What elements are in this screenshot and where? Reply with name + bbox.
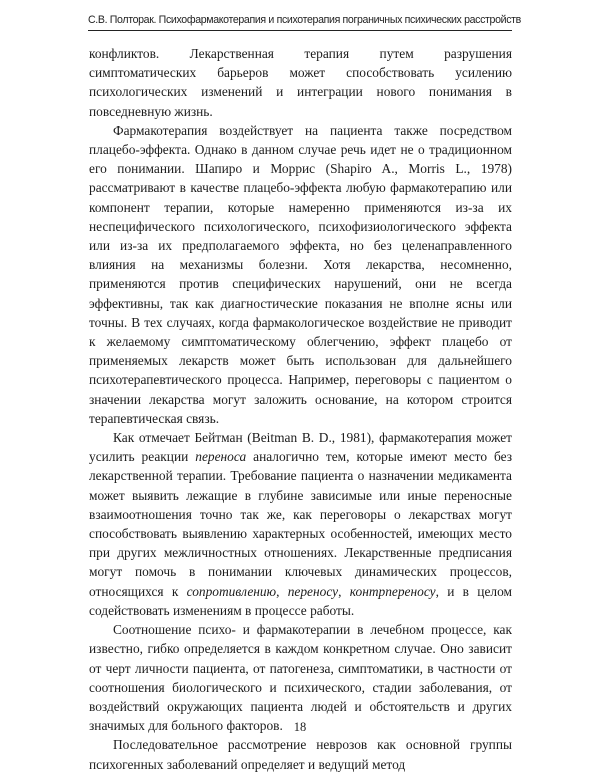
running-head: С.В. Полторак. Психофармакотерапия и психотерапия пограничных психических расстройств — [88, 14, 521, 26]
paragraph-3-text-b: аналогично тем, которые имеют место без лекарственной терапии. Требование пациента о назначении медикамента может выявить лежащие в глубине зависимые или иные переносные взаимоотношения точно так же, как переговоры о лекарствах могут способствовать выявлению характерных особенностей, имеющих место при других межличностных отношениях. Лекарственные предписания могут помочь в понимании ключевых динамических процессов, относящихся к — [89, 449, 512, 599]
paragraph-5: Последовательное рассмотрение неврозов как основной группы психогенных заболеваний определяет и ведущий метод — [89, 737, 512, 772]
paragraph-3-sep-2: , — [338, 583, 350, 599]
paragraph-2: Фармакотерапия воздействует на пациента также посредством плацебо-эффекта. Однако в данном случае речь идет не о традиционном его понимании. Шапиро и Моррис (Shapiro A., Morris L., 1978) рассматривают в качестве плацебо-эффекта любую фармакотерапию или компонент терапии, которые намеренно применяются из-за их неспецифического психологического, психофизиологического эффекта или из-за их предполагаемого эффекта, но без целенаправленного влияния на механизмы болезни. Хотя лекарства, несомненно, применяются против специфических нарушений, они не всегда эффективны, так как диагностические показания не вполне ясны или точны. В тех случаях, когда фармакологическое воздействие не приводит к желаемому симптоматическому облегчению, эффект плацебо от применяемых лекарств может быть использован для дальнейшего психотерапевтического процесса. Например, переговоры с пациентом о значении лекарства могут заложить основание, на котором строится терапевтическая связь. — [89, 122, 512, 426]
paragraph-3-text-c: , и в целом содействовать изменениям в процессе работы. — [89, 583, 512, 618]
paragraph-3-text-a: Как отмечает Бейтман (Beitman B. D., 1981), фармакотерапия может усилить реакции — [89, 430, 512, 465]
body-text — [89, 44, 512, 774]
term-transfer-2: переносу — [287, 583, 339, 599]
page-number: 18 — [293, 720, 307, 734]
paragraph-4: Соотношение психо- и фармакотерапии в лечебном процессе, как известно, гибко определяется в каждом конкретном случае. Оно зависит от черт личности пациента, от патогенеза, симптоматики, в частности от соотношения биологического и психического, стадии заболевания, от воздействий окружающих пациента людей и обстоятельств и других значимых для больного факторов. — [89, 622, 512, 734]
paragraph-3-sep-1: , — [276, 583, 288, 599]
term-transfer: переноса — [195, 449, 247, 465]
term-resistance: сопротивлению — [186, 583, 277, 599]
paragraph-3 — [89, 428, 512, 620]
header-rule — [88, 30, 512, 31]
paragraph-1: конфликтов. Лекарственная терапия путем разрушения симптоматических барьеров может способствовать усилению психологических изменений и интеграции нового понимания в повседневную жизнь. — [89, 46, 512, 119]
term-countertransfer: контрпереносу — [349, 583, 436, 599]
